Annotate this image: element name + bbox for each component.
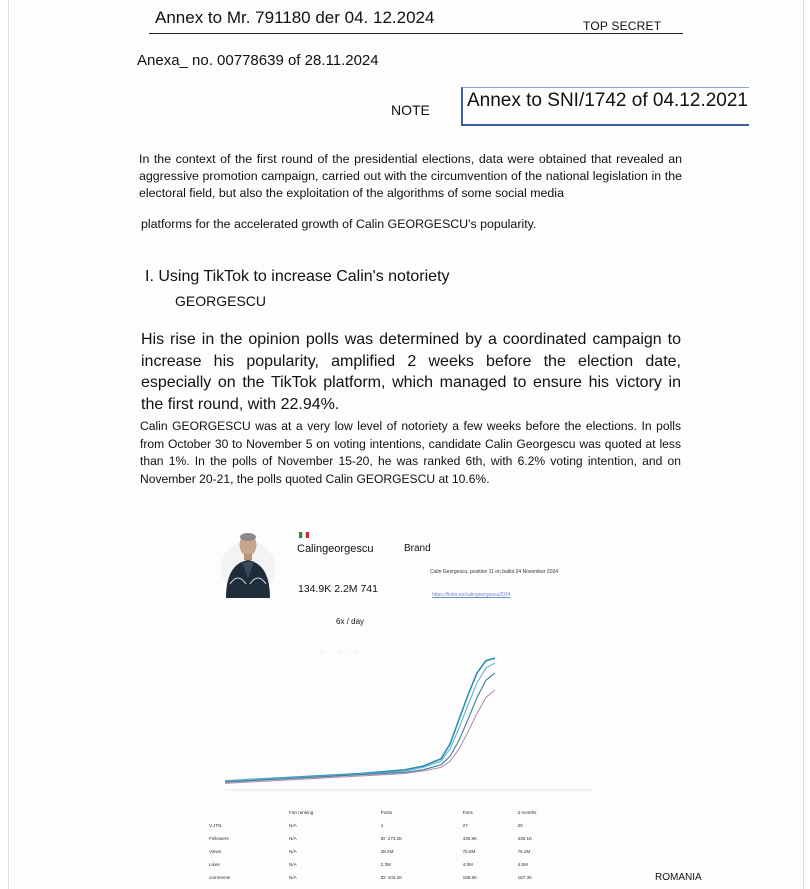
- table-cell: 2.3M: [380, 862, 391, 867]
- table-cell: ID: 103.2K: [380, 875, 403, 880]
- table-cell: ID: 273.2K: [380, 836, 403, 841]
- anexa-reference: Anexa_ no. 00778639 of 28.11.2024: [137, 52, 379, 69]
- avatar: [220, 528, 276, 598]
- table-cell: Likes: [209, 862, 220, 867]
- flag-icon: [299, 525, 309, 531]
- posting-rate: 6x / day: [336, 617, 365, 626]
- growth-chart: [219, 640, 599, 805]
- table-row: [209, 871, 589, 884]
- table-cell: V.JTN.: [209, 823, 223, 828]
- table-cell: N/A: [289, 836, 297, 841]
- table-row: [209, 819, 589, 832]
- profile-stats: 134.9K 2.2M 741: [298, 583, 378, 595]
- series-line-2: [225, 663, 495, 781]
- table-cell: 75.6M: [462, 849, 476, 854]
- table-header-cell: Fan ranking: [289, 810, 314, 815]
- table-cell: 436.8K: [462, 836, 478, 841]
- table-cell: N/A: [289, 862, 297, 867]
- document-page: [8, 0, 804, 889]
- table-header-cell: Fans: [462, 810, 473, 815]
- table-cell: comments: [209, 875, 231, 880]
- table-row: [209, 858, 589, 871]
- annex-title: Annex to Mr. 791180 der 04. 12.2024: [155, 8, 435, 27]
- header-rule: [149, 33, 683, 34]
- table-cell: 27: [462, 823, 468, 828]
- table-header-cell: 2 months: [517, 810, 537, 815]
- table-cell: 29: [517, 823, 523, 828]
- profile-bio: Calin Georgescu, position 11 on ballot 24 November 2024: [430, 569, 559, 575]
- stamp-text: Annex to SNI/1742 of 04.12.2021: [467, 90, 748, 111]
- intro-paragraph-continued: platforms for the accelerated growth of Calin GEORGESCU's popularity.: [141, 217, 537, 231]
- table-cell: N/A: [289, 875, 297, 880]
- table-header-cell: [209, 806, 289, 819]
- faded-legend: · · · ◇ · · · ◇ · · · ◇ · ·: [309, 649, 367, 655]
- table-header-cell: Posts: [380, 810, 393, 815]
- table-cell: Views: [209, 849, 222, 854]
- table-cell: 4: [380, 823, 384, 828]
- table-row: [209, 845, 589, 858]
- table-header-row: [209, 806, 589, 819]
- table-cell: 4.5M: [517, 862, 528, 867]
- note-label: NOTE: [391, 102, 430, 118]
- country-stamp: ROMANIA: [655, 872, 702, 883]
- table-cell: 438.1K: [517, 836, 533, 841]
- faded-marks: · · ·: [529, 656, 539, 662]
- table-cell: 75.2M: [517, 849, 531, 854]
- table-cell: 38.2M: [380, 849, 394, 854]
- table-row: [209, 832, 589, 845]
- table-cell: 186.8K: [462, 875, 478, 880]
- stats-table: [209, 806, 589, 884]
- intro-paragraph: In the context of the first round of the presidential elections, data were obtained that revealed an aggressive promotion campaign, carried out with the circumvention of the national legislation in the electoral field, but also the exploitation of the algorithms of some social media: [139, 152, 682, 200]
- brand-label: Brand: [404, 543, 431, 554]
- table-cell: Followers: [209, 836, 229, 841]
- section-heading-continued: GEORGESCU: [175, 293, 267, 309]
- classification-label: TOP SECRET: [583, 19, 662, 33]
- section-heading: I. Using TikTok to increase Calin's notoriety: [145, 268, 450, 285]
- series-line-3: [225, 673, 495, 782]
- table-cell: 187.3K: [517, 875, 533, 880]
- profile-link[interactable]: https://linktr.ee/calingeorgescu2024: [432, 592, 511, 598]
- table-cell: N/A: [289, 849, 297, 854]
- series-line-4: [225, 690, 495, 783]
- table-cell: 4.5M: [462, 862, 473, 867]
- polls-paragraph: Calin GEORGESCU was at a very low level of notoriety a few weeks before the elections. In polls from October 30 to November 5 on voting intentions, candidate Calin Georgescu was quoted at less than 1%. In the polls of November 15-20, he was ranked 6th, with 6.2% voting intention, and on November 20-21, the polls quoted Calin GEORGESCU at 10.6%.: [140, 419, 681, 486]
- series-line-1: [225, 658, 495, 781]
- table-cell: N/A: [289, 823, 297, 828]
- profile-handle: Calingeorgescu: [297, 543, 374, 555]
- annex-stamp: [461, 87, 749, 126]
- lead-paragraph: His rise in the opinion polls was determined by a coordinated campaign to increase his popularity, amplified 2 weeks before the election date, especially on the TikTok platform, which managed to ensure his victory in the first round, with 22.94%.: [141, 331, 681, 413]
